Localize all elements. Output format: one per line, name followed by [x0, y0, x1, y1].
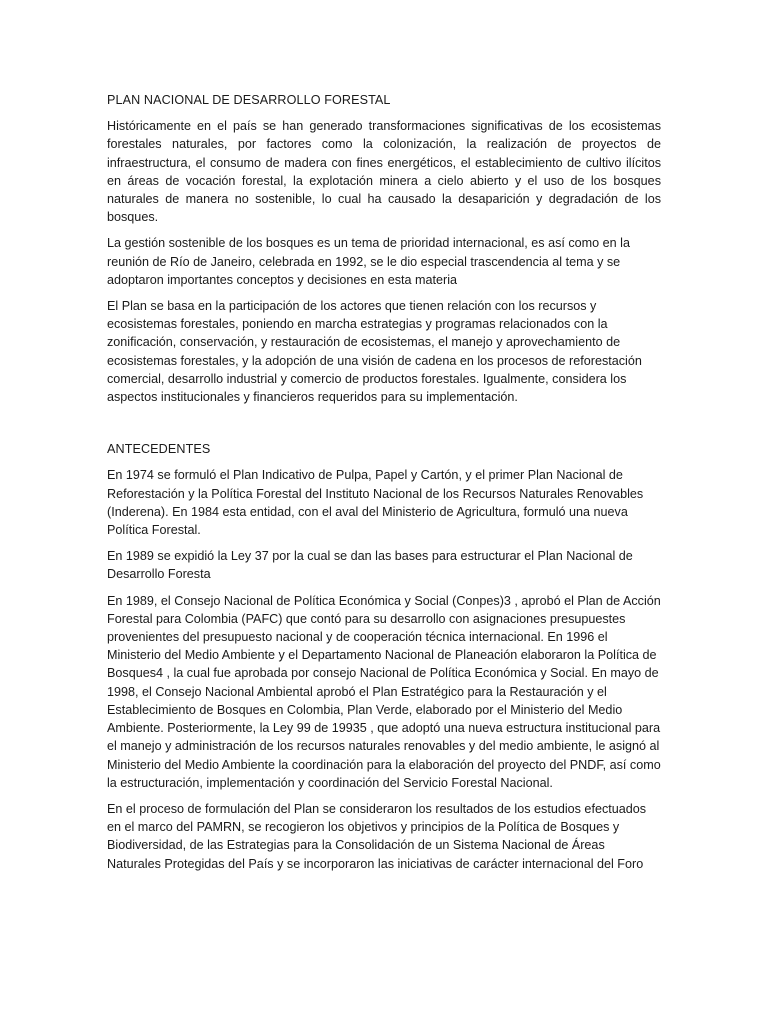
antecedentes-paragraph-1: En 1974 se formuló el Plan Indicativo de Pulpa, Papel y Cartón, y el primer Plan Nacional de Reforestación y la Política Forestal del Instituto Nacional de los Recursos Naturales Renovables (Inderena). En 1984 esta entidad, con el aval del Ministerio de Agricultura, formuló una nueva Política Forestal. [107, 468, 644, 538]
antecedentes-paragraph-3: En 1989, el Consejo Nacional de Política Económica y Social (Conpes)3 , aprobó el Plan de Acción Forestal para Colombia (PAFC) que contó para su desarrollo con asignaciones presupuestes provenientes del presupuesto nacional y de cooperación técnica internacional. En 1996 el Ministerio del Medio Ambiente y el Departamento Nacional de Planeación elaboraron la Política de Bosques4 , la cual fue aprobada por consejo Nacional de Política Económica y Social. En mayo de 1998, el Consejo Nacional Ambiental aprobó el Plan Estratégico para la Restauración y el Establecimiento de Bosques en Colombia, Plan Verde, elaborado por el Ministerio del Medio Ambiente. Posteriormente, la Ley 99 de 19935 , que adoptó una nueva estructura institucional para el manejo y administración de los recursos naturales renovables y del medio ambiente, le asignó al Ministerio del Medio Ambiente la coordinación para la elaboración del proyecto del PNDF, así como la estructuración, implementación y coordinación del Servicio Forestal Nacional. [107, 593, 661, 790]
document-title: PLAN NACIONAL DE DESARROLLO FORESTAL [107, 93, 391, 107]
document-page [107, 91, 661, 881]
intro-paragraph-2: La gestión sostenible de los bosques es un tema de prioridad internacional, es así como en la reunión de Río de Janeiro, celebrada en 1992, se le dio especial trascendencia al tema y se adoptaron importantes conceptos y decisiones en esta materia [107, 236, 630, 287]
antecedentes-paragraph-4: En el proceso de formulación del Plan se consideraron los resultados de los estudios efectuados en el marco del PAMRN, se recogieron los objetivos y principios de la Política de Bosques y Biodiversidad, de las Estrategias para la Consolidación de un Sistema Nacional de Áreas Naturales Protegidas del País y se incorporaron las iniciativas de carácter internacional del Foro [107, 801, 647, 871]
section-heading-antecedentes: ANTECEDENTES [107, 442, 211, 457]
intro-paragraph-3: El Plan se basa en la participación de los actores que tienen relación con los recursos y ecosistemas forestales, poniendo en marcha estrategias y programas relacionados con la zonificación, conservación, y restauración de ecosistemas, el manejo y aprovechamiento de ecosistemas forestales, y la adopción de una visión de cadena en los procesos de reforestación comercial, desarrollo industrial y comercio de productos forestales. Igualmente, considera los aspectos institucionales y financieros requeridos para su implementación. [107, 299, 642, 405]
intro-paragraph-1: Históricamente en el país se han generado transformaciones significativas de los ecosistemas forestales naturales, por factores como la colonización, la realización de proyectos de infraestructura, el consumo de madera con fines energéticos, el establecimiento de cultivo ilícitos en áreas de vocación forestal, la explotación minera a cielo abierto y el uso de los bosques naturales de manera no sostenible, lo cual ha causado la desaparición y degradación de los bosques. [107, 119, 661, 225]
antecedentes-paragraph-2: En 1989 se expidió la Ley 37 por la cual se dan las bases para estructurar el Plan Nacional de Desarrollo Foresta [107, 549, 633, 582]
